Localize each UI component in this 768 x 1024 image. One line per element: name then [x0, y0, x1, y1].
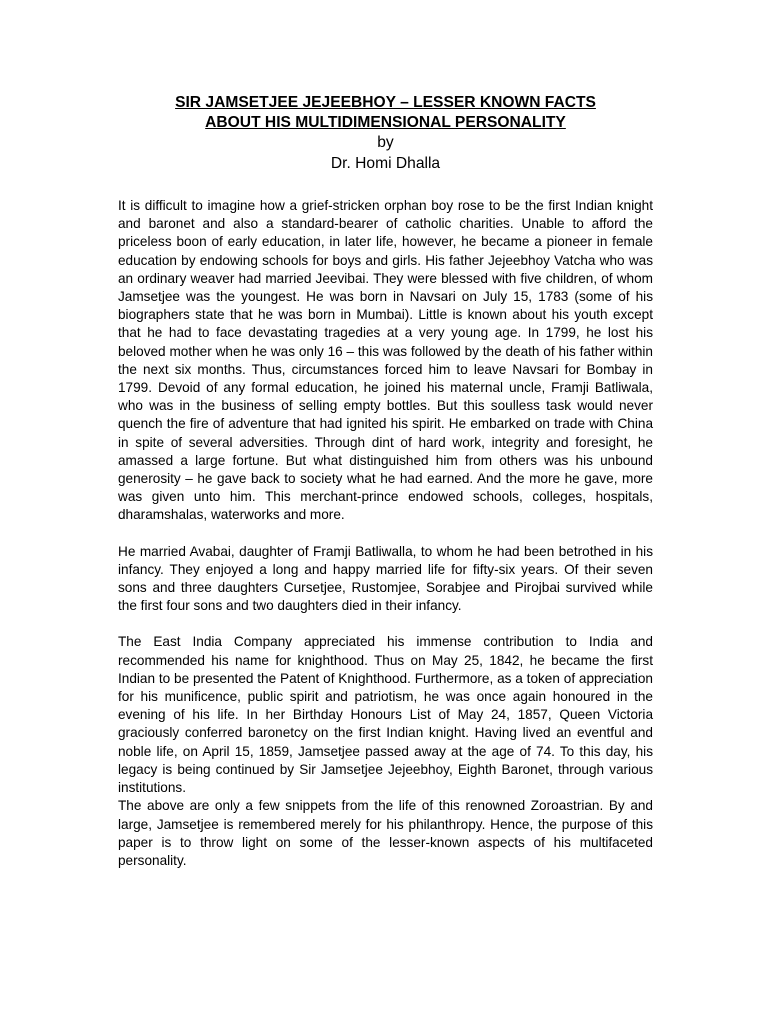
byline-by: by [377, 134, 394, 151]
paragraph-early-life: It is difficult to imagine how a grief-stricken orphan boy rose to be the first Indian knight and baronet and also a standard-bearer of catholic charities. Unable to afford the priceless boon of early education, in later life, however, he became a pioneer in female education by endowing schools for boys and girls. His father Jejeebhoy Vatcha who was an ordinary weaver had married Jeevibai. They were blessed with five children, of whom Jamsetjee was the youngest. He was born in Navsari on July 15, 1783 (some of his biographers state that he was born in Mumbai). Little is known about his youth except that he had to face devastating tragedies at a very young age. In 1799, he lost his beloved mother when he was only 16 – this was followed by the death of his father within the next six months. Thus, circumstances forced him to leave Navsari for Bombay in 1799. Devoid of any formal education, he joined his maternal uncle, Framji Batliwala, who was in the business of selling empty bottles. But this soulless task would never quench the fire of adventure that had ignited his spirit. He embarked on trade with China in spite of several adversities. Through dint of hard work, integrity and foresight, he amassed a large fortune. But what distinguished him from others was his unbound generosity – he gave back to society what he had earned. And the more he gave, more was given unto him. This merchant-prince endowed schools, colleges, hospitals, dharamshalas, waterworks and more. [118, 198, 653, 523]
paragraph-spacer [118, 615, 653, 633]
paragraph-marriage: He married Avabai, daughter of Framji Batliwalla, to whom he had been betrothed in his infancy. They enjoyed a long and happy married life for fifty-six years. Of their seven sons and three daughters Cursetjee, Rustomjee, Sorabjee and Pirojbai survived while the first four sons and two daughters died in their infancy. [118, 543, 653, 614]
paragraph-spacer [118, 525, 653, 543]
document-title-line-1: SIR JAMSETJEE JEJEEBHOY – LESSER KNOWN FACTS [175, 94, 596, 111]
paragraph-purpose: The above are only a few snippets from the life of this renowned Zoroastrian. By and large, Jamsetjee is remembered merely for his philanthropy. Hence, the purpose of this paper is to throw light on some of the lesser-known aspects of his multifaceted personality. [118, 798, 653, 868]
title-block [118, 93, 653, 175]
author-name: Dr. Homi Dhalla [330, 155, 441, 172]
document-page [118, 93, 653, 870]
paragraph-knighthood: The East India Company appreciated his immense contribution to India and recommended his name for knighthood. Thus on May 25, 1842, he became the first Indian to be presented the Patent of Knighthood. Furthermore, as a token of appreciation for his munificence, public spirit and patriotism, he was once again honoured in the evening of his life. In her Birthday Honours List of May 24, 1857, Queen Victoria graciously conferred baronetcy on the first Indian knight. Having lived an eventful and noble life, on April 15, 1859, Jamsetjee passed away at the age of 74. To this day, his legacy is being continued by Sir Jamsetjee Jejeebhoy, Eighth Baronet, through various institutions. [118, 634, 653, 796]
document-title-line-2: ABOUT HIS MULTIDIMENSIONAL PERSONALITY [205, 114, 566, 131]
